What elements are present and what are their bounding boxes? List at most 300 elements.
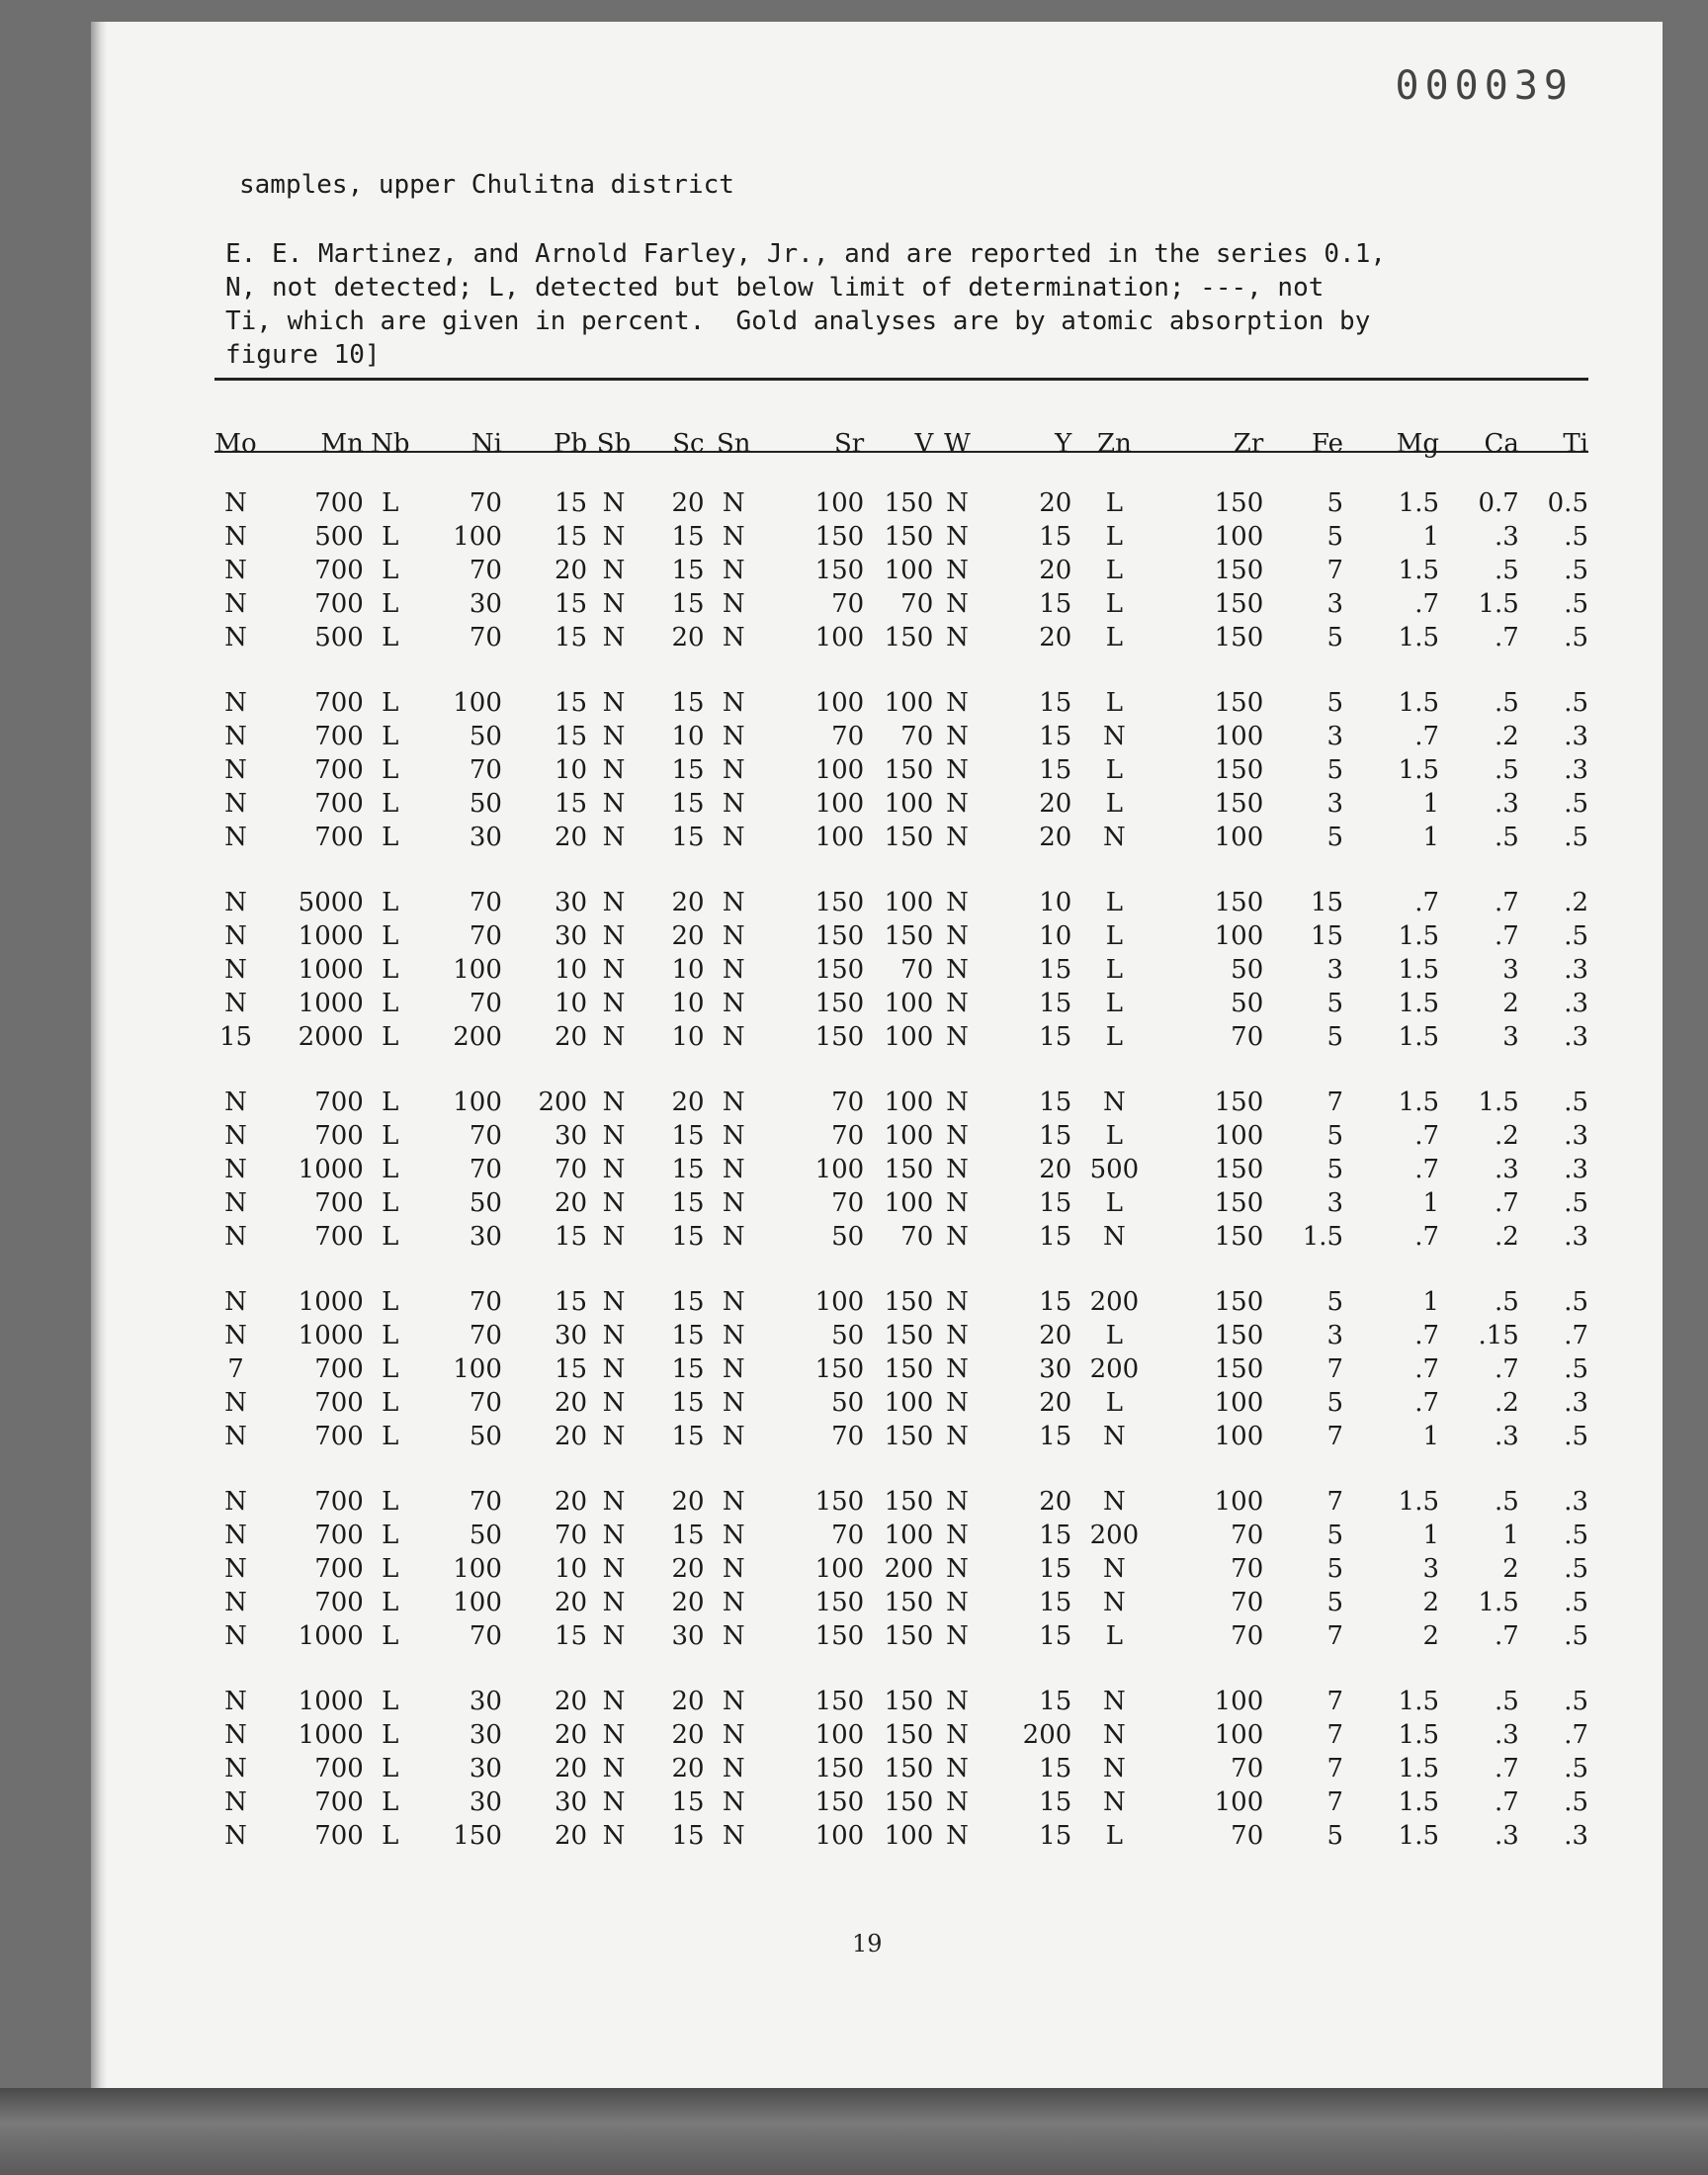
table-cell: L [382, 955, 399, 985]
table-cell: 700 [314, 1188, 364, 1218]
table-cell: .3 [1564, 989, 1588, 1018]
table-cell: N [602, 1521, 626, 1550]
table-cell: 150 [884, 1621, 934, 1651]
table-cell: N [722, 1222, 745, 1252]
table-cell: 70 [469, 488, 502, 518]
table-cell: N [602, 589, 626, 619]
table-cell: L [1105, 623, 1124, 652]
table-row [214, 1519, 1588, 1552]
table-cell: 100 [453, 1354, 502, 1384]
table-cell: N [946, 1787, 969, 1817]
table-cell: N [946, 1088, 969, 1117]
table-cell: L [382, 921, 399, 951]
caption-line: Ti, which are given in percent. Gold analyses are by atomic absorption by [225, 306, 1371, 336]
table-cell: L [1105, 589, 1124, 619]
table-row [214, 621, 1588, 654]
document-number: 000039 [1395, 63, 1574, 109]
table-row [214, 1285, 1588, 1319]
table-cell: N [602, 1188, 626, 1218]
page-number: 19 [852, 1930, 883, 1958]
table-cell: 15 [671, 522, 705, 552]
table-row [214, 587, 1588, 621]
table-cell: 150 [814, 556, 865, 585]
table-cell: N [602, 1354, 626, 1384]
table-cell: L [382, 1222, 399, 1252]
column-header: Sn [716, 429, 751, 459]
table-cell: 150 [884, 1687, 934, 1716]
table-cell: 200 [453, 1022, 502, 1052]
table-cell: 20 [555, 1720, 588, 1750]
table-row [214, 520, 1588, 554]
table-cell: N [722, 1621, 745, 1651]
table-cell: 20 [671, 921, 705, 951]
table-cell: 10 [671, 1022, 705, 1052]
table-cell: 20 [1039, 1321, 1072, 1350]
table-cell: 15 [671, 1287, 705, 1317]
table-row [214, 1485, 1588, 1519]
table-cell: 100 [884, 1388, 934, 1418]
table-cell: 70 [1231, 1821, 1264, 1851]
table-cell: 1.5 [1478, 1588, 1519, 1617]
table-cell: 700 [314, 1422, 364, 1451]
table-cell: 50 [1231, 955, 1264, 985]
table-row [214, 1186, 1588, 1220]
table-cell: 150 [1214, 488, 1264, 518]
table-cell: 100 [453, 1554, 502, 1584]
table-cell: N [602, 688, 626, 718]
table-cell: .5 [1564, 623, 1588, 652]
table-cell: 150 [1214, 789, 1264, 819]
table-cell: 20 [1039, 556, 1072, 585]
table-cell: N [722, 823, 745, 852]
table-cell: 15 [671, 1188, 705, 1218]
table-cell: N [722, 921, 745, 951]
table-cell: 10 [555, 755, 588, 785]
table-cell: L [382, 488, 399, 518]
table-cell: 100 [1214, 1121, 1264, 1151]
table-row [214, 1420, 1588, 1453]
table-cell: .5 [1564, 921, 1588, 951]
column-header: Fe [1312, 429, 1344, 459]
table-cell: 15 [1039, 1821, 1072, 1851]
table-cell: L [382, 888, 399, 917]
table-cell: N [224, 1188, 247, 1218]
table-cell: 150 [884, 1787, 934, 1817]
table-cell: 5 [1326, 823, 1344, 852]
table-cell: .5 [1564, 1687, 1588, 1716]
table-cell: 7 [1326, 1422, 1344, 1451]
table-cell: N [224, 888, 247, 917]
table-cell: N [602, 989, 626, 1018]
table-cell: L [382, 1022, 399, 1052]
table-cell: 700 [314, 755, 364, 785]
table-cell: N [946, 522, 969, 552]
table-cell: 20 [555, 1821, 588, 1851]
table-cell: .3 [1494, 1720, 1519, 1750]
table-cell: N [722, 1321, 745, 1350]
table-cell: 70 [469, 755, 502, 785]
table-cell: 70 [1231, 1022, 1264, 1052]
table-cell: L [1105, 789, 1124, 819]
table-cell: N [946, 1188, 969, 1218]
table-cell: 5 [1326, 688, 1344, 718]
table-cell: N [946, 1388, 969, 1418]
table-cell: 10 [555, 989, 588, 1018]
table-cell: .3 [1564, 1121, 1588, 1151]
table-cell: 1000 [298, 1687, 364, 1716]
table-cell: 15 [1039, 1121, 1072, 1151]
table-cell: N [1103, 823, 1126, 852]
table-cell: 5 [1326, 1554, 1344, 1584]
table-cell: 1 [1422, 823, 1440, 852]
table-cell: N [722, 1422, 745, 1451]
table-cell: 15 [1039, 1521, 1072, 1550]
table-cell: 100 [814, 789, 865, 819]
table-cell: .5 [1564, 1088, 1588, 1117]
table-cell: 100 [453, 1088, 502, 1117]
table-cell: 20 [1039, 823, 1072, 852]
table-cell: 150 [814, 989, 865, 1018]
table-cell: 150 [884, 1287, 934, 1317]
table-cell: 1.5 [1398, 488, 1440, 518]
table-cell: N [1103, 1787, 1126, 1817]
table-cell: 15 [671, 1321, 705, 1350]
table-cell: N [946, 1022, 969, 1052]
table-cell: 1 [1422, 522, 1440, 552]
table-cell: N [946, 1754, 969, 1784]
table-cell: .5 [1494, 755, 1519, 785]
table-cell: 100 [1214, 522, 1264, 552]
table-cell: 50 [469, 1188, 502, 1218]
table-cell: L [382, 1621, 399, 1651]
table-cell: 15 [1039, 989, 1072, 1018]
table-cell: L [1105, 888, 1124, 917]
table-cell: 100 [884, 789, 934, 819]
table-cell: 200 [1089, 1521, 1140, 1550]
table-cell: N [946, 1487, 969, 1517]
table-row [214, 1619, 1588, 1653]
table-cell: 70 [1231, 1554, 1264, 1584]
table-cell: L [1105, 1022, 1124, 1052]
table-cell: .7 [1494, 921, 1519, 951]
table-cell: 150 [1214, 1354, 1264, 1384]
table-cell: 150 [814, 1022, 865, 1052]
table-cell: .7 [1494, 1787, 1519, 1817]
table-cell: L [1105, 1388, 1124, 1418]
table-cell: .2 [1494, 1388, 1519, 1418]
table-cell: 100 [1214, 1422, 1264, 1451]
table-cell: 150 [884, 488, 934, 518]
table-cell: 15 [1039, 755, 1072, 785]
table-cell: 700 [314, 1821, 364, 1851]
table-cell: N [602, 1321, 626, 1350]
table-cell: 1.5 [1478, 589, 1519, 619]
table-cell: 150 [1214, 1321, 1264, 1350]
table-cell: 15 [555, 522, 588, 552]
table-cell: 1.5 [1398, 1022, 1440, 1052]
table-cell: 15 [1039, 1787, 1072, 1817]
table-cell: .3 [1564, 1222, 1588, 1252]
table-row [214, 821, 1588, 854]
table-row [214, 554, 1588, 587]
table-cell: 15 [1039, 1754, 1072, 1784]
table-cell: N [946, 589, 969, 619]
table-cell: N [946, 989, 969, 1018]
table-cell: 20 [555, 823, 588, 852]
table-cell: N [602, 1821, 626, 1851]
table-cell: L [1105, 755, 1124, 785]
table-cell: N [722, 1121, 745, 1151]
table-cell: N [946, 888, 969, 917]
table-cell: 700 [314, 688, 364, 718]
table-cell: 70 [469, 1487, 502, 1517]
table-cell: 700 [314, 1487, 364, 1517]
table-cell: .3 [1564, 955, 1588, 985]
table-cell: 5 [1326, 1022, 1344, 1052]
table-cell: 100 [1214, 1720, 1264, 1750]
table-cell: L [382, 1121, 399, 1151]
table-row [214, 1785, 1588, 1819]
table-cell: N [602, 722, 626, 751]
document-page [91, 22, 1663, 2088]
table-cell: 1.5 [1398, 1787, 1440, 1817]
table-cell: 15 [671, 755, 705, 785]
table-cell: N [946, 1554, 969, 1584]
table-cell: .7 [1494, 1754, 1519, 1784]
table-cell: L [382, 1388, 399, 1418]
table-cell: 7 [227, 1354, 244, 1384]
table-cell: 15 [671, 556, 705, 585]
table-cell: 3 [1326, 1188, 1344, 1218]
table-cell: 700 [314, 1754, 364, 1784]
table-cell: N [946, 1687, 969, 1716]
table-cell: 15 [555, 1287, 588, 1317]
table-cell: L [1105, 1188, 1124, 1218]
table-cell: N [946, 823, 969, 852]
table-cell: 100 [1214, 1487, 1264, 1517]
table-cell: N [224, 955, 247, 985]
table-cell: N [946, 955, 969, 985]
table-cell: 150 [453, 1821, 502, 1851]
table-cell: 70 [831, 1521, 865, 1550]
table-cell: .3 [1494, 1155, 1519, 1184]
table-cell: .5 [1494, 1687, 1519, 1716]
table-cell: 150 [1214, 556, 1264, 585]
table-cell: 700 [314, 1787, 364, 1817]
group-gap [214, 1453, 1588, 1485]
table-cell: 700 [314, 1588, 364, 1617]
table-cell: L [1105, 921, 1124, 951]
table-cell: N [224, 989, 247, 1018]
table-cell: .3 [1564, 1487, 1588, 1517]
table-cell: 200 [1089, 1354, 1140, 1384]
table-cell: L [382, 1521, 399, 1550]
table-cell: 0.5 [1547, 488, 1588, 518]
table-cell: 15 [671, 1821, 705, 1851]
table-cell: 5 [1326, 1388, 1344, 1418]
table-cell: 7 [1326, 556, 1344, 585]
table-cell: 30 [555, 1787, 588, 1817]
table-cell: .7 [1564, 1321, 1588, 1350]
column-header: Ti [1563, 429, 1588, 459]
table-cell: 100 [814, 1720, 865, 1750]
table-cell: L [382, 989, 399, 1018]
table-cell: 700 [314, 1222, 364, 1252]
table-cell: 15 [555, 1222, 588, 1252]
table-cell: 30 [469, 1754, 502, 1784]
table-cell: 1.5 [1398, 955, 1440, 985]
table-cell: 10 [671, 722, 705, 751]
table-cell: .3 [1564, 1155, 1588, 1184]
table-cell: 20 [671, 1588, 705, 1617]
table-cell: 150 [884, 755, 934, 785]
table-cell: 30 [469, 589, 502, 619]
table-cell: N [602, 1588, 626, 1617]
column-header: Zr [1233, 429, 1264, 459]
table-cell: 20 [1039, 789, 1072, 819]
table-cell: .5 [1564, 589, 1588, 619]
table-cell: 150 [1214, 688, 1264, 718]
table-cell: L [1105, 522, 1124, 552]
table-cell: .15 [1478, 1321, 1519, 1350]
table-cell: 100 [884, 1121, 934, 1151]
table-row [214, 720, 1588, 753]
table-cell: 700 [314, 556, 364, 585]
table-cell: 10 [671, 955, 705, 985]
table-cell: L [382, 1354, 399, 1384]
table-cell: N [722, 488, 745, 518]
table-cell: 100 [1214, 823, 1264, 852]
table-cell: 150 [1214, 1222, 1264, 1252]
table-cell: L [382, 755, 399, 785]
table-cell: 150 [884, 623, 934, 652]
table-cell: L [382, 1754, 399, 1784]
table-cell: 30 [469, 1222, 502, 1252]
group-gap [214, 654, 1588, 686]
table-cell: N [602, 1621, 626, 1651]
group-gap [214, 854, 1588, 886]
table-cell: 100 [884, 888, 934, 917]
table-cell: N [946, 488, 969, 518]
table-cell: 150 [884, 1588, 934, 1617]
table-cell: 1000 [298, 1287, 364, 1317]
table-cell: 150 [1214, 589, 1264, 619]
table-cell: 20 [555, 1022, 588, 1052]
table-cell: 700 [314, 1388, 364, 1418]
table-cell: L [382, 688, 399, 718]
table-cell: .3 [1564, 1022, 1588, 1052]
table-cell: 20 [1039, 623, 1072, 652]
table-cell: N [602, 1554, 626, 1584]
table-cell: 20 [671, 1720, 705, 1750]
table-cell: N [722, 1687, 745, 1716]
table-cell: N [722, 1754, 745, 1784]
table-cell: 700 [314, 1088, 364, 1117]
table-cell: 1 [1422, 1521, 1440, 1550]
table-cell: 700 [314, 722, 364, 751]
group-gap [214, 1254, 1588, 1285]
table-cell: N [722, 1821, 745, 1851]
table-cell: 2 [1502, 1554, 1519, 1584]
table-cell: 3 [1326, 589, 1344, 619]
table-cell: 150 [884, 522, 934, 552]
table-cell: N [224, 1787, 247, 1817]
table-cell: N [946, 623, 969, 652]
table-cell: N [722, 688, 745, 718]
table-cell: 15 [219, 1022, 253, 1052]
table-cell: L [382, 1155, 399, 1184]
table-cell: N [946, 1155, 969, 1184]
table-cell: L [1105, 989, 1124, 1018]
table-cell: 1.5 [1398, 1088, 1440, 1117]
table-cell: 15 [555, 1621, 588, 1651]
table-cell: N [602, 1287, 626, 1317]
table-cell: 15 [671, 1121, 705, 1151]
table-cell: N [224, 823, 247, 852]
table-cell: 500 [1089, 1155, 1140, 1184]
table-cell: N [224, 1554, 247, 1584]
table-cell: 15 [1039, 1088, 1072, 1117]
table-cell: 30 [555, 1121, 588, 1151]
table-cell: N [224, 722, 247, 751]
table-cell: 5 [1326, 1521, 1344, 1550]
table-cell: N [224, 1321, 247, 1350]
table-cell: 70 [469, 921, 502, 951]
table-cell: .3 [1564, 1388, 1588, 1418]
table-cell: 20 [555, 556, 588, 585]
column-header: Sc [672, 429, 705, 459]
table-cell: 700 [314, 1554, 364, 1584]
table-cell: N [602, 1155, 626, 1184]
table-cell: .7 [1414, 1121, 1440, 1151]
table-cell: 70 [1231, 1521, 1264, 1550]
table-cell: N [224, 755, 247, 785]
column-header: Mo [214, 429, 257, 459]
table-cell: L [1105, 1621, 1124, 1651]
table-cell: 70 [831, 1121, 865, 1151]
table-cell: 70 [469, 1155, 502, 1184]
table-cell: N [722, 888, 745, 917]
table-cell: 15 [1039, 1422, 1072, 1451]
column-header: V [914, 429, 934, 459]
table-cell: 700 [314, 1521, 364, 1550]
table-cell: 1.5 [1398, 623, 1440, 652]
table-cell: 15 [671, 589, 705, 619]
table-cell: 15 [671, 1354, 705, 1384]
table-cell: N [224, 522, 247, 552]
table-cell: 1.5 [1398, 1487, 1440, 1517]
table-cell: .7 [1414, 1155, 1440, 1184]
table-cell: .5 [1564, 688, 1588, 718]
table-row [214, 1086, 1588, 1119]
table-cell: 1.5 [1398, 688, 1440, 718]
table-cell: N [1103, 1222, 1126, 1252]
column-header: Sr [833, 429, 865, 459]
table-cell: 70 [900, 1222, 934, 1252]
table-cell: N [722, 1287, 745, 1317]
table-cell: N [602, 1754, 626, 1784]
table-cell: N [602, 1687, 626, 1716]
table-cell: 15 [555, 789, 588, 819]
table-cell: 70 [469, 1321, 502, 1350]
table-cell: 70 [555, 1155, 588, 1184]
table-cell: 15 [555, 1354, 588, 1384]
table-cell: .3 [1564, 755, 1588, 785]
table-cell: 20 [1039, 1155, 1072, 1184]
table-cell: 15 [555, 722, 588, 751]
table-cell: 700 [314, 789, 364, 819]
table-cell: 15 [1039, 722, 1072, 751]
